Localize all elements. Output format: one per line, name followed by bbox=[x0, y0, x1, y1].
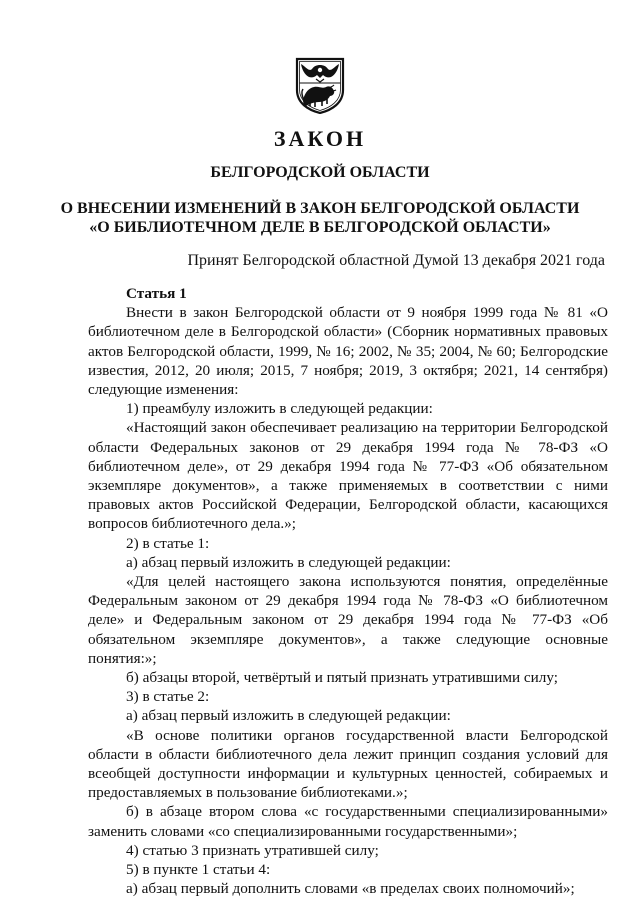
paragraph: «Для целей настоящего закона используются понятия, определённые Федеральным законом от 29 декабря 1994 года № 78-ФЗ «О библиотечном деле» и Федеральным законом от 29 декабря 1994 года № 77-ФЗ «Об обязательном экземпляре документов», а также следующие основные понятия:»; bbox=[88, 573, 608, 667]
paragraph: а) абзац первый изложить в следующей редакции: bbox=[126, 553, 451, 571]
law-subject-line-2: «О БИБЛИОТЕЧНОМ ДЕЛЕ В БЕЛГОРОДСКОЙ ОБЛАСТИ» bbox=[89, 219, 551, 236]
paragraph: «Настоящий закон обеспечивает реализацию на территории Белгородской области Федеральных законов от 29 декабря 1994 года № 78-ФЗ «О библиотечном деле», от 29 декабря 1994 года № 77-ФЗ «Об обязательном экземпляре документов», а также применяемых в соответствии с ними правовых актов Российской Федерации, Белгородской области, касающихся вопросов библиотечного дела.»; bbox=[88, 419, 608, 533]
paragraph: Внести в закон Белгородской области от 9 ноября 1999 года № 81 «О библиотечном деле в Белгородской области» (Сборник нормативных правовых актов Белгородской области, 1999, № 16; 2002, № 35; 2004, № 60; Белгородские известия, 2012, 20 июля; 2015, 7 ноября; 2019, 3 октября; 2021, 14 сентября) следующие изменения: bbox=[88, 304, 608, 399]
paragraph: а) абзац первый изложить в следующей редакции: bbox=[126, 707, 451, 725]
paragraph: 4) статью 3 признать утратившей силу; bbox=[126, 841, 379, 859]
paragraph: 5) в пункте 1 статьи 4: bbox=[126, 861, 271, 879]
paragraph: «В основе политики органов государственной власти Белгородской области в области библиотечного дела лежит принцип создания условий для всеобщей доступности информации и культурных ценностей, собираемых и предоставляемых в пользование библиотеками.»; bbox=[88, 726, 608, 802]
region-title: БЕЛГОРОДСКОЙ ОБЛАСТИ bbox=[210, 164, 430, 181]
law-subject-line-1: О ВНЕСЕНИИ ИЗМЕНЕНИЙ В ЗАКОН БЕЛГОРОДСКОЙ ОБЛАСТИ bbox=[60, 200, 580, 217]
article-heading: Статья 1 bbox=[126, 285, 187, 302]
paragraph: 2) в статье 1: bbox=[126, 534, 210, 552]
adoption-statement: Принят Белгородской областной Думой 13 декабря 2021 года bbox=[187, 252, 605, 269]
paragraph: 3) в статье 2: bbox=[126, 688, 210, 706]
law-body bbox=[88, 284, 608, 899]
paragraph: а) абзац первый дополнить словами «в пределах своих полномочий»; bbox=[126, 880, 575, 898]
belgorod-coat-of-arms-icon bbox=[294, 56, 346, 114]
paragraph: б) в абзаце втором слова «с государственными специализированными» заменить словами «со специализированными государственными»; bbox=[88, 803, 608, 840]
law-title: ЗАКОН bbox=[273, 126, 367, 151]
paragraph: 1) преамбулу изложить в следующей редакции: bbox=[126, 400, 433, 418]
paragraph: б) абзацы второй, четвёртый и пятый признать утратившими силу; bbox=[126, 669, 558, 687]
